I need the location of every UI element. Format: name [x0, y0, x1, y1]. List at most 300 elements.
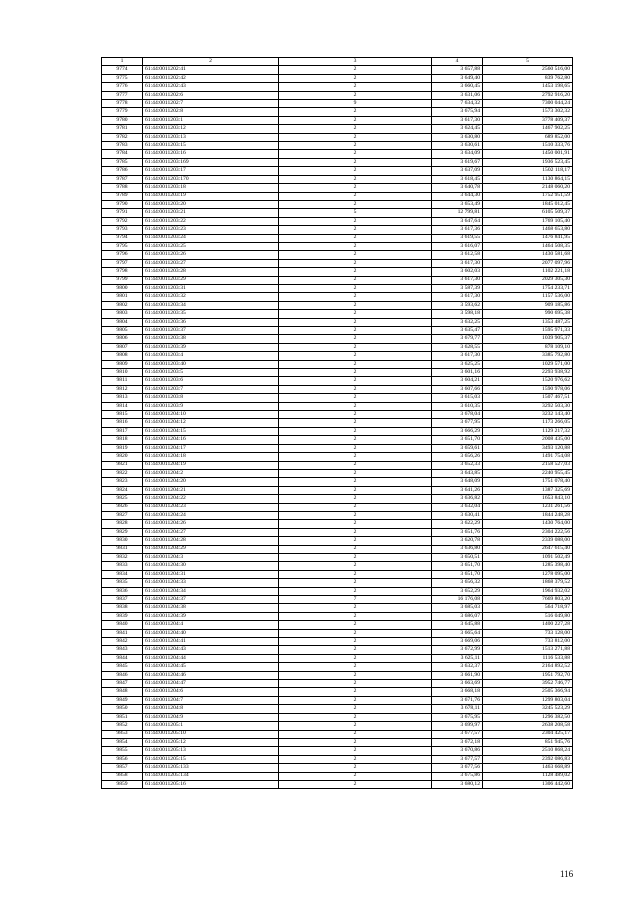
area-cell: 3 630,61 [432, 142, 483, 150]
row-number-cell: 9850 [102, 705, 143, 713]
cadastral-number-cell: 61:44:0011205:1 [143, 722, 279, 730]
area-cell: 3 680,12 [432, 780, 483, 788]
count-cell: 2 [279, 301, 432, 309]
table-row [102, 226, 573, 234]
count-cell: 2 [279, 436, 432, 444]
value-cell: 3952 746,77 [483, 680, 573, 688]
row-number-cell: 9846 [102, 671, 143, 679]
count-cell: 2 [279, 579, 432, 587]
cadastral-number-cell: 61:44:0011205:133 [143, 764, 279, 772]
value-cell: 1116 533,88 [483, 654, 573, 662]
count-cell: 2 [279, 495, 432, 503]
row-number-cell: 9823 [102, 478, 143, 486]
page-number: 116 [560, 869, 574, 879]
row-number-cell: 9856 [102, 755, 143, 763]
row-number-cell: 9789 [102, 192, 143, 200]
table-row [102, 184, 573, 192]
table-row [102, 133, 573, 141]
table-row [102, 142, 573, 150]
area-cell: 3 615,03 [432, 394, 483, 402]
count-cell: 2 [279, 545, 432, 553]
value-cell: 2029 305,30 [483, 276, 573, 284]
area-cell: 3 622,29 [432, 520, 483, 528]
area-cell: 3 610,35 [432, 402, 483, 410]
count-cell: 2 [279, 696, 432, 704]
row-number-cell: 9828 [102, 520, 143, 528]
count-cell: 2 [279, 478, 432, 486]
row-number-cell: 9816 [102, 419, 143, 427]
cadastral-number-cell: 61:44:0011204:3 [143, 553, 279, 561]
count-cell: 2 [279, 234, 432, 242]
count-cell: 2 [279, 184, 432, 192]
area-cell: 3 656,32 [432, 579, 483, 587]
area-cell: 3 644,30 [432, 192, 483, 200]
column-header-4: 4 [432, 58, 483, 66]
table-row [102, 553, 573, 561]
row-number-cell: 9825 [102, 495, 143, 503]
count-cell: 2 [279, 167, 432, 175]
area-cell: 3 619,67 [432, 158, 483, 166]
table-row [102, 411, 573, 419]
column-header-5: 5 [483, 58, 573, 66]
table-row [102, 671, 573, 679]
table-row [102, 327, 573, 335]
table-row [102, 730, 573, 738]
row-number-cell: 9802 [102, 301, 143, 309]
cadastral-number-cell: 61:44:0011203:27 [143, 259, 279, 267]
data-table [101, 57, 573, 789]
value-cell: 3778 409,37 [483, 116, 573, 124]
cadastral-number-cell: 61:44:0011203:25 [143, 242, 279, 250]
count-cell: 2 [279, 671, 432, 679]
value-cell: 851 945,76 [483, 738, 573, 746]
table-row [102, 705, 573, 713]
cadastral-number-cell: 61:44:0011205:12 [143, 738, 279, 746]
cadastral-number-cell: 61:44:0011203:21 [143, 209, 279, 217]
table-row [102, 629, 573, 637]
value-cell: 733 812,00 [483, 638, 573, 646]
area-cell: 3 632,37 [432, 663, 483, 671]
table-row [102, 369, 573, 377]
value-cell: 1430 764,00 [483, 520, 573, 528]
area-cell: 3 678,04 [432, 411, 483, 419]
value-cell: 2560 516,00 [483, 66, 573, 74]
count-cell: 2 [279, 444, 432, 452]
row-number-cell: 9776 [102, 83, 143, 91]
area-cell: 3 647,64 [432, 217, 483, 225]
value-cell: 1844 248,28 [483, 511, 573, 519]
count-cell: 2 [279, 66, 432, 74]
value-cell: 1285 398,40 [483, 562, 573, 570]
row-number-cell: 9851 [102, 713, 143, 721]
area-cell: 3 618,45 [432, 175, 483, 183]
value-cell: 3493 120,88 [483, 444, 573, 452]
cadastral-number-cell: 61:44:0011204:40 [143, 629, 279, 637]
cadastral-number-cell: 61:44:0011203:17 [143, 167, 279, 175]
area-cell: 3 669,06 [432, 638, 483, 646]
cadastral-number-cell: 61:44:0011204:41 [143, 638, 279, 646]
value-cell: 1453 198,65 [483, 83, 573, 91]
cadastral-number-cell: 61:44:0011203:9 [143, 402, 279, 410]
table-row [102, 100, 573, 108]
table-row [102, 503, 573, 511]
table-row [102, 242, 573, 250]
table-row [102, 444, 573, 452]
table-row [102, 125, 573, 133]
value-cell: 1039 905,37 [483, 335, 573, 343]
area-cell: 3 672,18 [432, 738, 483, 746]
count-cell: 2 [279, 713, 432, 721]
table-row [102, 150, 573, 158]
area-cell: 3 612,58 [432, 251, 483, 259]
row-number-cell: 9836 [102, 587, 143, 595]
row-number-cell: 9855 [102, 747, 143, 755]
cadastral-number-cell: 61:44:0011203:7 [143, 385, 279, 393]
value-cell: 1573 302,32 [483, 108, 573, 116]
value-cell: 1507 467,51 [483, 394, 573, 402]
table-row [102, 772, 573, 780]
cadastral-number-cell: 61:44:0011203:28 [143, 268, 279, 276]
table-row [102, 310, 573, 318]
count-cell: 2 [279, 587, 432, 595]
row-number-cell: 9813 [102, 394, 143, 402]
area-cell: 3 630,41 [432, 511, 483, 519]
row-number-cell: 9777 [102, 91, 143, 99]
area-cell: 3 625,25 [432, 360, 483, 368]
value-cell: 2510 868,24 [483, 747, 573, 755]
row-number-cell: 9797 [102, 259, 143, 267]
area-cell: 3 602,03 [432, 268, 483, 276]
table-row [102, 335, 573, 343]
table-row [102, 453, 573, 461]
cadastral-number-cell: 61:44:0011204:10 [143, 411, 279, 419]
value-cell: 3385 792,80 [483, 352, 573, 360]
value-cell: 3292 503,30 [483, 402, 573, 410]
area-cell: 3 617,30 [432, 276, 483, 284]
table-row [102, 688, 573, 696]
cadastral-number-cell: 61:44:0011203:5 [143, 369, 279, 377]
area-cell: 3 628,55 [432, 343, 483, 351]
count-cell: 2 [279, 142, 432, 150]
cadastral-number-cell: 61:44:0011204:27 [143, 528, 279, 536]
table-row [102, 402, 573, 410]
count-cell: 2 [279, 352, 432, 360]
count-cell: 2 [279, 604, 432, 612]
count-cell: 2 [279, 520, 432, 528]
value-cell: 1173 266,05 [483, 419, 573, 427]
row-number-cell: 9795 [102, 242, 143, 250]
row-number-cell: 9835 [102, 579, 143, 587]
area-cell: 3 651,76 [432, 528, 483, 536]
value-cell: 2392 086,83 [483, 755, 573, 763]
value-cell: 1491 754,08 [483, 453, 573, 461]
cadastral-number-cell: 61:44:0011203:6 [143, 377, 279, 385]
area-cell: 3 632,25 [432, 318, 483, 326]
count-cell: 2 [279, 621, 432, 629]
cadastral-number-cell: 61:44:0011204:44 [143, 654, 279, 662]
table-row [102, 638, 573, 646]
value-cell: 2339 088,00 [483, 537, 573, 545]
row-number-cell: 9858 [102, 772, 143, 780]
value-cell: 1752 951,59 [483, 192, 573, 200]
row-number-cell: 9783 [102, 142, 143, 150]
row-number-cell: 9843 [102, 646, 143, 654]
area-cell: 3 660,45 [432, 83, 483, 91]
area-cell: 3 656,26 [432, 453, 483, 461]
value-cell: 2158 527,03 [483, 461, 573, 469]
area-cell: 3 679,77 [432, 335, 483, 343]
row-number-cell: 9854 [102, 738, 143, 746]
row-number-cell: 9833 [102, 562, 143, 570]
table-row [102, 385, 573, 393]
row-number-cell: 9830 [102, 537, 143, 545]
table-row [102, 192, 573, 200]
cadastral-number-cell: 61:44:0011204:47 [143, 680, 279, 688]
area-cell: 3 641,26 [432, 486, 483, 494]
value-cell: 1520 976,62 [483, 377, 573, 385]
area-cell: 3 587,39 [432, 284, 483, 292]
cadastral-number-cell: 61:44:0011203:35 [143, 310, 279, 318]
row-number-cell: 9793 [102, 226, 143, 234]
column-header-1: 1 [102, 58, 143, 66]
value-cell: 6105 509,37 [483, 209, 573, 217]
count-cell: 2 [279, 419, 432, 427]
row-number-cell: 9820 [102, 453, 143, 461]
table-row [102, 780, 573, 788]
cadastral-number-cell: 61:44:0011204:16 [143, 436, 279, 444]
area-cell: 3 686,07 [432, 612, 483, 620]
area-cell: 3 652,29 [432, 587, 483, 595]
count-cell: 2 [279, 74, 432, 82]
value-cell: 1157 536,00 [483, 293, 573, 301]
row-number-cell: 9827 [102, 511, 143, 519]
value-cell: 1231 261,56 [483, 503, 573, 511]
count-cell: 2 [279, 242, 432, 250]
table-row [102, 66, 573, 74]
area-cell: 3 649,40 [432, 74, 483, 82]
area-cell: 3 625,11 [432, 654, 483, 662]
value-cell: 3245 523,29 [483, 705, 573, 713]
count-cell: 2 [279, 738, 432, 746]
area-cell: 3 634,09 [432, 150, 483, 158]
cadastral-number-cell: 61:44:0011203:13 [143, 133, 279, 141]
area-cell: 3 657,88 [432, 66, 483, 74]
value-cell: 1868 379,52 [483, 579, 573, 587]
area-cell: 3 666,29 [432, 427, 483, 435]
count-cell: 5 [279, 209, 432, 217]
count-cell: 2 [279, 680, 432, 688]
area-cell: 3 616,07 [432, 242, 483, 250]
table-row [102, 343, 573, 351]
cadastral-number-cell: 61:44:0011204:45 [143, 663, 279, 671]
count-cell: 2 [279, 377, 432, 385]
cadastral-number-cell: 61:44:0011204:19 [143, 461, 279, 469]
row-number-cell: 9852 [102, 722, 143, 730]
value-cell: 733 128,00 [483, 629, 573, 637]
cadastral-number-cell: 61:44:0011205:134 [143, 772, 279, 780]
value-cell: 839 762,80 [483, 74, 573, 82]
count-cell: 2 [279, 747, 432, 755]
table-row [102, 696, 573, 704]
area-cell: 3 659,61 [432, 444, 483, 452]
row-number-cell: 9803 [102, 310, 143, 318]
cadastral-number-cell: 61:44:0011204:31 [143, 570, 279, 578]
count-cell: 2 [279, 654, 432, 662]
cadastral-number-cell: 61:44:0011202:6 [143, 91, 279, 99]
table-row [102, 427, 573, 435]
value-cell: 1306 442,60 [483, 780, 573, 788]
count-cell: 2 [279, 511, 432, 519]
cadastral-number-cell: 61:44:0011204:46 [143, 671, 279, 679]
area-cell: 3 630,80 [432, 133, 483, 141]
count-cell: 2 [279, 503, 432, 511]
row-number-cell: 9788 [102, 184, 143, 192]
count-cell: 9 [279, 100, 432, 108]
cadastral-number-cell: 61:44:0011205:10 [143, 730, 279, 738]
area-cell: 3 677,56 [432, 764, 483, 772]
cadastral-number-cell: 61:44:0011203:169 [143, 158, 279, 166]
value-cell: 1029 571,00 [483, 360, 573, 368]
table-row [102, 251, 573, 259]
area-cell: 3 632,04 [432, 503, 483, 511]
cadastral-number-cell: 61:44:0011204:2 [143, 469, 279, 477]
count-cell: 2 [279, 251, 432, 259]
count-cell: 2 [279, 570, 432, 578]
count-cell: 2 [279, 226, 432, 234]
area-cell: 3 607,66 [432, 385, 483, 393]
row-number-cell: 9815 [102, 411, 143, 419]
area-cell: 3 685,03 [432, 604, 483, 612]
count-cell: 2 [279, 705, 432, 713]
row-number-cell: 9829 [102, 528, 143, 536]
cadastral-number-cell: 61:44:0011203:29 [143, 276, 279, 284]
row-number-cell: 9810 [102, 369, 143, 377]
row-number-cell: 9805 [102, 327, 143, 335]
count-cell: 2 [279, 259, 432, 267]
area-cell: 3 604,21 [432, 377, 483, 385]
count-cell: 2 [279, 276, 432, 284]
count-cell: 2 [279, 335, 432, 343]
row-number-cell: 9792 [102, 217, 143, 225]
value-cell: 1590 978,06 [483, 385, 573, 393]
value-cell: 2647 615,40 [483, 545, 573, 553]
row-number-cell: 9785 [102, 158, 143, 166]
value-cell: 2792 916,20 [483, 91, 573, 99]
value-cell: 1513 271,88 [483, 646, 573, 654]
count-cell: 2 [279, 688, 432, 696]
row-number-cell: 9819 [102, 444, 143, 452]
table-row [102, 713, 573, 721]
value-cell: 1936 523,45 [483, 158, 573, 166]
cadastral-number-cell: 61:44:0011203:18 [143, 184, 279, 192]
row-number-cell: 9817 [102, 427, 143, 435]
count-cell: 2 [279, 402, 432, 410]
cadastral-number-cell: 61:44:0011204:4 [143, 621, 279, 629]
table-row [102, 360, 573, 368]
count-cell: 2 [279, 612, 432, 620]
area-cell: 3 650,51 [432, 553, 483, 561]
value-cell: 1476 841,95 [483, 234, 573, 242]
row-number-cell: 9831 [102, 545, 143, 553]
row-number-cell: 9812 [102, 385, 143, 393]
count-cell: 2 [279, 638, 432, 646]
value-cell: 1510 333,76 [483, 142, 573, 150]
cadastral-number-cell: 61:44:0011204:6 [143, 688, 279, 696]
row-number-cell: 9814 [102, 402, 143, 410]
cadastral-number-cell: 61:44:0011203:16 [143, 150, 279, 158]
cadastral-number-cell: 61:44:0011204:37 [143, 596, 279, 604]
area-cell: 3 653,49 [432, 200, 483, 208]
count-cell: 2 [279, 755, 432, 763]
cadastral-number-cell: 61:44:0011202:42 [143, 74, 279, 82]
count-cell: 2 [279, 284, 432, 292]
value-cell: 2304 222,56 [483, 528, 573, 536]
area-cell: 3 636,82 [432, 495, 483, 503]
row-number-cell: 9818 [102, 436, 143, 444]
cadastral-number-cell: 61:44:0011204:9 [143, 713, 279, 721]
count-cell: 2 [279, 764, 432, 772]
table-row [102, 680, 573, 688]
value-cell: 2077 097,96 [483, 259, 573, 267]
value-cell: 990 695,38 [483, 310, 573, 318]
row-number-cell: 9845 [102, 663, 143, 671]
row-number-cell: 9842 [102, 638, 143, 646]
count-cell: 2 [279, 310, 432, 318]
table-row [102, 116, 573, 124]
table-row [102, 755, 573, 763]
row-number-cell: 9806 [102, 335, 143, 343]
count-cell: 2 [279, 293, 432, 301]
table-row [102, 158, 573, 166]
value-cell: 1299 803,04 [483, 696, 573, 704]
count-cell: 2 [279, 722, 432, 730]
count-cell: 2 [279, 537, 432, 545]
row-number-cell: 9824 [102, 486, 143, 494]
count-cell: 2 [279, 133, 432, 141]
table-header-row [102, 58, 573, 66]
row-number-cell: 9800 [102, 284, 143, 292]
row-number-cell: 9859 [102, 780, 143, 788]
row-number-cell: 9841 [102, 629, 143, 637]
area-cell: 3 617,30 [432, 259, 483, 267]
area-cell: 3 624,45 [432, 125, 483, 133]
count-cell: 2 [279, 268, 432, 276]
row-number-cell: 9857 [102, 764, 143, 772]
cadastral-number-cell: 61:44:0011203:31 [143, 284, 279, 292]
cadastral-number-cell: 61:44:0011202:8 [143, 108, 279, 116]
table-row [102, 436, 573, 444]
row-number-cell: 9781 [102, 125, 143, 133]
table-row [102, 284, 573, 292]
count-cell: 2 [279, 217, 432, 225]
value-cell: 7300 044,24 [483, 100, 573, 108]
value-cell: 909 185,86 [483, 301, 573, 309]
value-cell: 1450 001,91 [483, 150, 573, 158]
area-cell: 3 671,76 [432, 696, 483, 704]
cadastral-number-cell: 61:44:0011204:43 [143, 646, 279, 654]
count-cell: 7 [279, 596, 432, 604]
table-row [102, 293, 573, 301]
area-cell: 3 617,36 [432, 226, 483, 234]
table-header [102, 58, 573, 66]
area-cell: 3 652,33 [432, 461, 483, 469]
area-cell: 3 617,30 [432, 352, 483, 360]
table-row [102, 579, 573, 587]
row-number-cell: 9779 [102, 108, 143, 116]
row-number-cell: 9834 [102, 570, 143, 578]
table-row [102, 747, 573, 755]
row-number-cell: 9826 [102, 503, 143, 511]
